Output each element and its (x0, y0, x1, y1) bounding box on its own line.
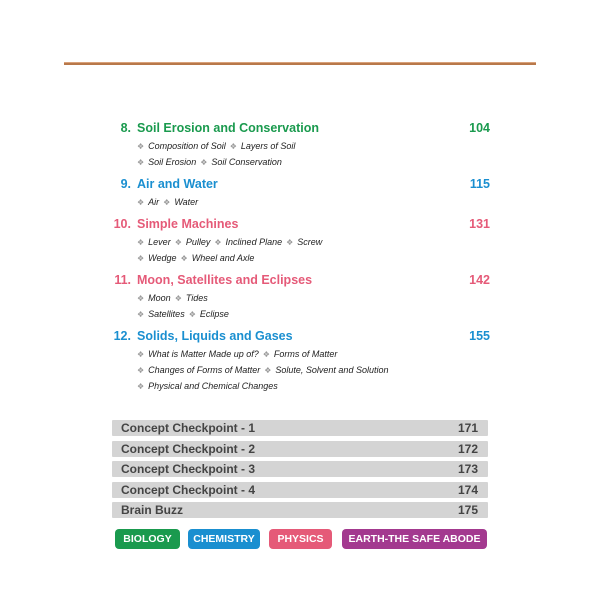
topic-item: Soil Conservation (211, 157, 282, 167)
subject-badge: CHEMISTRY (188, 529, 260, 549)
topic-line (137, 378, 492, 394)
bullet-icon: ❖ (180, 254, 188, 263)
topic-item: Lever (148, 237, 171, 247)
extra-entry[interactable] (112, 502, 488, 518)
bullet-icon: ❖ (137, 294, 145, 303)
bullet-icon: ❖ (137, 198, 145, 207)
topic-list (100, 234, 492, 266)
bullet-icon: ❖ (174, 238, 182, 247)
chapter-number: 12. (113, 329, 131, 343)
extra-page: 171 (457, 421, 478, 435)
topic-line (137, 306, 492, 322)
topic-line (137, 362, 492, 378)
topic-item: Tides (185, 293, 208, 303)
chapter-entry[interactable] (100, 174, 492, 210)
topic-item: Moon (148, 293, 171, 303)
extra-label: Concept Checkpoint - 4 (121, 482, 256, 497)
topic-item: Composition of Soil (148, 141, 226, 151)
topic-line (137, 346, 492, 362)
chapter-number: 8. (120, 121, 131, 135)
bullet-icon: ❖ (174, 294, 182, 303)
topic-item: Forms of Matter (273, 349, 338, 359)
bullet-icon: ❖ (137, 238, 145, 247)
bullet-icon: ❖ (137, 158, 145, 167)
topic-list (100, 194, 492, 210)
extra-label: Brain Buzz (121, 503, 184, 517)
bullet-icon: ❖ (229, 142, 237, 151)
chapter-title: Soil Erosion and Conservation (137, 121, 319, 135)
extra-page: 172 (457, 441, 478, 456)
bullet-icon: ❖ (137, 366, 145, 375)
topic-item: Wheel and Axle (191, 253, 255, 263)
chapter-page: 131 (469, 217, 490, 231)
topic-list (100, 138, 492, 170)
chapter-title: Solids, Liquids and Gases (137, 329, 293, 343)
bullet-icon: ❖ (163, 198, 171, 207)
chapter-entry[interactable] (100, 118, 492, 170)
extra-label: Concept Checkpoint - 3 (121, 462, 256, 476)
topic-item: Soil Erosion (148, 157, 197, 167)
bullet-icon: ❖ (200, 158, 208, 167)
chapter-number: 10. (113, 217, 131, 231)
topic-item: What is Matter Made up of? (148, 349, 259, 359)
topic-line (137, 250, 492, 266)
bullet-icon: ❖ (137, 382, 145, 391)
chapter-title: Air and Water (137, 177, 218, 191)
chapter-page: 115 (469, 177, 490, 191)
bullet-icon: ❖ (137, 142, 145, 151)
topic-list (100, 346, 492, 394)
extra-entry[interactable] (112, 482, 488, 498)
top-rule (64, 62, 536, 65)
chapter-entry[interactable] (100, 270, 492, 322)
extra-page: 173 (457, 462, 478, 476)
topic-item: Changes of Forms of Matter (148, 365, 261, 375)
bullet-icon: ❖ (286, 238, 294, 247)
extra-entry[interactable] (112, 461, 488, 477)
topic-item: Inclined Plane (225, 237, 283, 247)
topic-item: Wedge (148, 253, 177, 263)
bullet-icon: ❖ (188, 310, 196, 319)
chapter-entry[interactable] (100, 326, 492, 394)
bullet-icon: ❖ (137, 310, 145, 319)
extra-entry[interactable] (112, 420, 488, 436)
chapter-page: 155 (469, 329, 490, 343)
extra-page: 174 (457, 482, 478, 497)
topic-item: Eclipse (199, 309, 229, 319)
topic-item: Air (148, 197, 160, 207)
topic-line (137, 194, 492, 210)
bullet-icon: ❖ (137, 350, 145, 359)
subject-badge: EARTH-THE SAFE ABODE (342, 529, 487, 549)
topic-item: Solute, Solvent and Solution (275, 365, 389, 375)
chapter-number: 11. (114, 273, 131, 287)
bullet-icon: ❖ (214, 238, 222, 247)
topic-item: Satellites (148, 309, 185, 319)
topic-line (137, 154, 492, 170)
chapter-heading[interactable] (100, 174, 492, 194)
chapter-title: Simple Machines (137, 217, 239, 231)
chapter-title: Moon, Satellites and Eclipses (137, 273, 313, 287)
chapter-page: 142 (469, 273, 490, 287)
topic-item: Physical and Chemical Changes (148, 381, 278, 391)
chapter-heading[interactable] (100, 214, 492, 234)
extra-label: Concept Checkpoint - 2 (121, 441, 256, 456)
chapter-heading[interactable] (100, 118, 492, 138)
topic-line (137, 138, 492, 154)
chapter-heading[interactable] (100, 270, 492, 290)
topic-item: Screw (297, 237, 323, 247)
topic-list (100, 290, 492, 322)
bullet-icon: ❖ (137, 254, 145, 263)
bullet-icon: ❖ (264, 366, 272, 375)
topic-item: Pulley (185, 237, 211, 247)
subject-badge: PHYSICS (269, 529, 332, 549)
topic-line (137, 234, 492, 250)
bullet-icon: ❖ (262, 350, 270, 359)
subject-badge: BIOLOGY (115, 529, 180, 549)
topic-line (137, 290, 492, 306)
table-of-contents (100, 118, 492, 398)
topic-item: Water (174, 197, 199, 207)
chapter-page: 104 (469, 121, 490, 135)
chapter-entry[interactable] (100, 214, 492, 266)
extra-page: 175 (457, 503, 478, 517)
extra-label: Concept Checkpoint - 1 (121, 421, 256, 435)
topic-item: Layers of Soil (240, 141, 296, 151)
chapter-number: 9. (120, 177, 131, 191)
extras-list (112, 420, 488, 523)
chapter-heading[interactable] (100, 326, 492, 346)
extra-entry[interactable] (112, 441, 488, 457)
